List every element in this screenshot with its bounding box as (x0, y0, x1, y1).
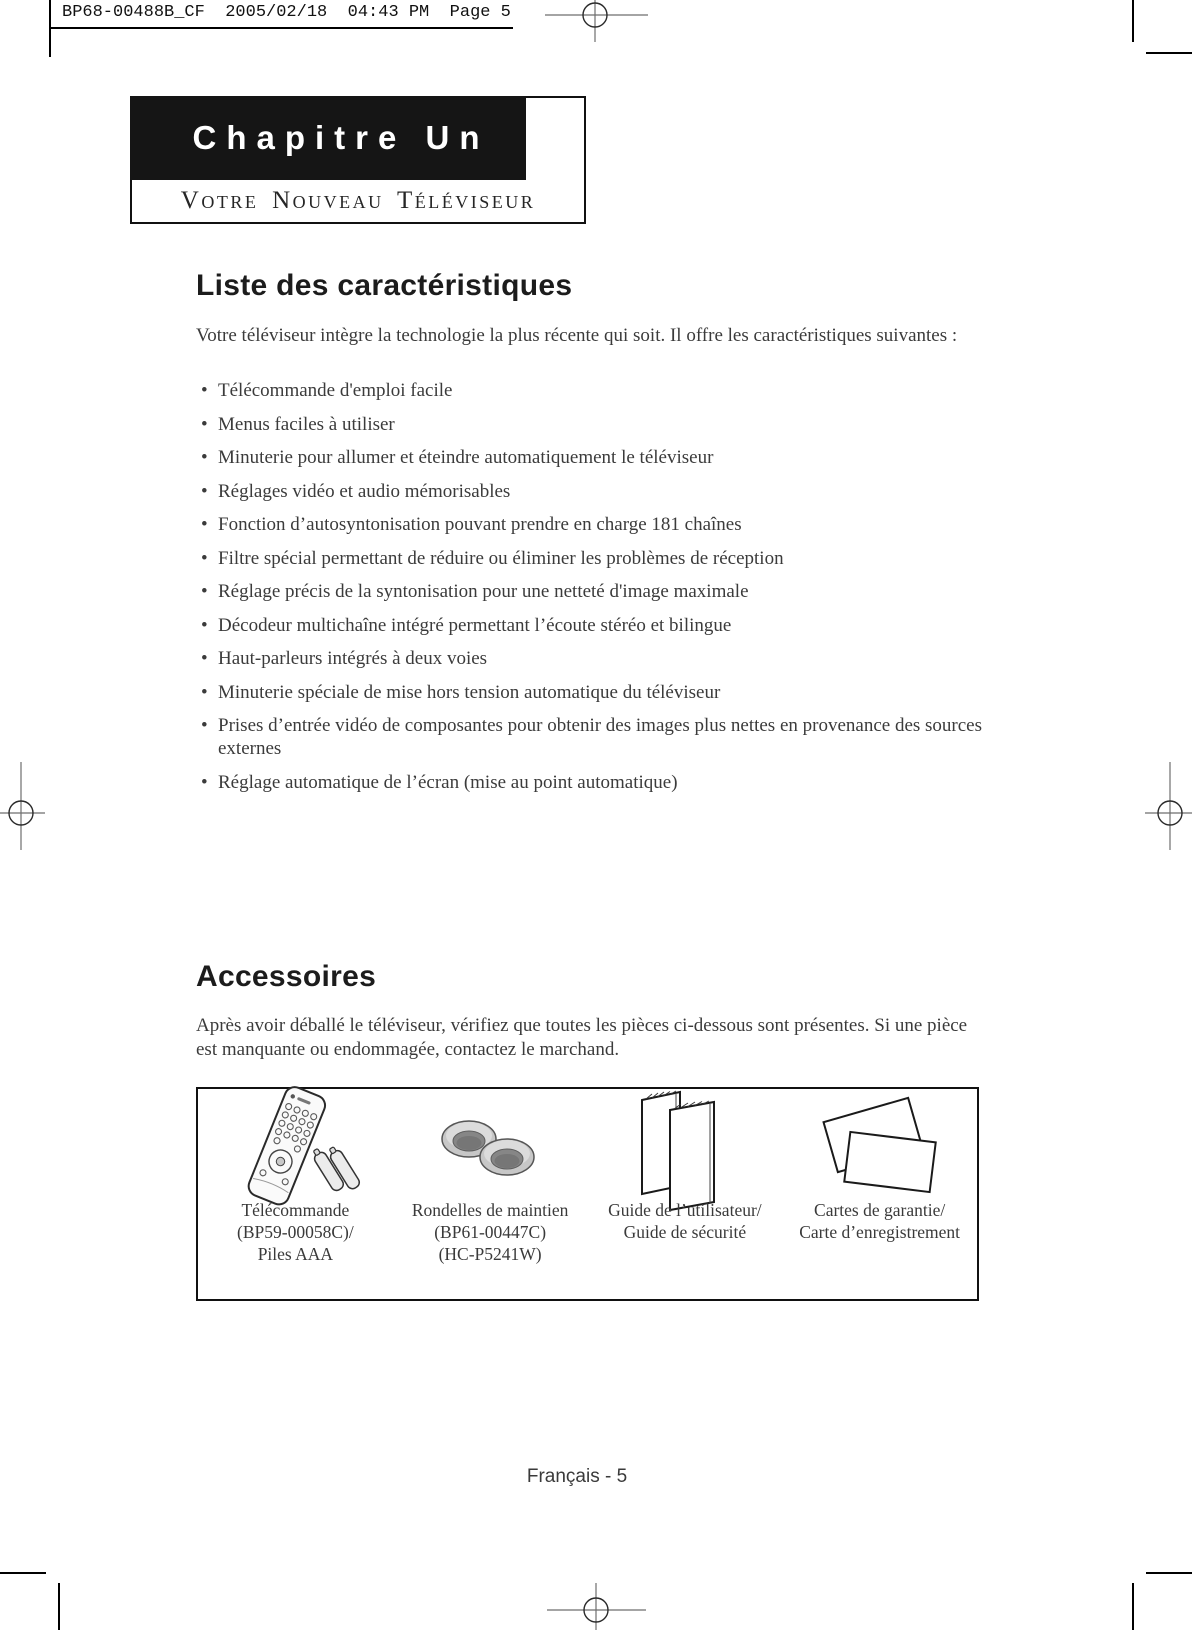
accessory-caption-line: Télécommande (241, 1200, 350, 1220)
registration-mark-right-icon (1145, 762, 1192, 850)
chapter-title: Chapitre Un (192, 119, 490, 156)
accessories-box (196, 1087, 979, 1301)
registration-mark-left-icon (0, 762, 45, 850)
feature-item: • Décodeur multichaîne intégré permettant l’écoute stéréo et bilingue (196, 614, 982, 637)
proof-header-underline (49, 27, 513, 29)
accessories-heading: Accessoires (196, 960, 377, 993)
accessory-caption-line: Rondelles de maintien (411, 1200, 569, 1220)
retainer-washers-icon (393, 1095, 588, 1199)
accessory-caption-line: Guide de l’utilisateur/ (608, 1200, 762, 1220)
proof-header-text: BP68-00488B_CF 2005/02/18 04:43 PM Page 5 (62, 3, 511, 22)
feature-item: • Minuterie pour allumer et éteindre automatiquement le téléviseur (196, 446, 982, 469)
warranty-cards-icon (782, 1095, 977, 1199)
accessory-caption-line: Guide de sécurité (623, 1222, 747, 1242)
features-list (196, 379, 982, 804)
accessory-cell-cards (782, 1089, 977, 1299)
feature-item: • Menus faciles à utiliser (196, 413, 982, 436)
registration-mark-top-icon (545, 0, 648, 42)
accessory-caption-line: Carte d’enregistrement (799, 1222, 961, 1242)
features-intro: Votre téléviseur intègre la technologie la plus récente qui soit. Il offre les caractéristiques suivantes : (196, 325, 958, 346)
accessory-caption-line: Cartes de garantie/ (814, 1200, 946, 1220)
accessory-cell-guides (588, 1089, 783, 1299)
feature-item: • Haut-parleurs intégrés à deux voies (196, 647, 982, 670)
accessory-caption-line: Piles AAA (257, 1244, 334, 1264)
page-number: Français - 5 (526, 1466, 628, 1487)
feature-item: • Réglage automatique de l’écran (mise au point automatique) (196, 771, 982, 794)
accessory-cell-remote (198, 1089, 393, 1299)
accessory-cell-washers (393, 1089, 588, 1299)
feature-item: • Filtre spécial permettant de réduire ou éliminer les problèmes de réception (196, 547, 982, 570)
corner-mark-bottom-left-icon (0, 1573, 59, 1630)
feature-item: • Fonction d’autosyntonisation pouvant prendre en charge 181 chaînes (196, 513, 982, 536)
chapter-banner (130, 96, 586, 224)
accessory-caption-line: (BP61-00447C) (434, 1222, 547, 1242)
feature-item: • Télécommande d'emploi facile (196, 379, 982, 402)
registration-mark-bottom-icon (547, 1583, 646, 1630)
features-heading: Liste des caractéristiques (196, 269, 573, 302)
user-guide-booklets-icon (588, 1095, 783, 1199)
feature-item: • Prises d’entrée vidéo de composantes pour obtenir des images plus nettes en provenance des sources externes (196, 714, 982, 760)
accessories-intro: Après avoir déballé le téléviseur, vérifiez que toutes les pièces ci-dessous sont présentes. Si une pièce est manquante ou endommagée, contactez le marchand. (196, 1015, 968, 1060)
accessory-caption-line: (HC-P5241W) (438, 1244, 542, 1264)
feature-item: • Réglage précis de la syntonisation pour une netteté d'image maximale (196, 580, 982, 603)
feature-item: • Réglages vidéo et audio mémorisables (196, 480, 982, 503)
chapter-title-band (130, 96, 526, 180)
corner-mark-top-right-icon (1133, 0, 1192, 53)
accessory-caption-line: (BP59-00058C)/ (237, 1222, 354, 1242)
chapter-subtitle: Votre Nouveau Téléviseur (180, 187, 536, 214)
corner-mark-bottom-right-icon (1133, 1573, 1192, 1630)
remote-control-icon (198, 1095, 393, 1199)
battery-icon (310, 1138, 361, 1198)
feature-item: • Minuterie spéciale de mise hors tension automatique du téléviseur (196, 681, 982, 704)
